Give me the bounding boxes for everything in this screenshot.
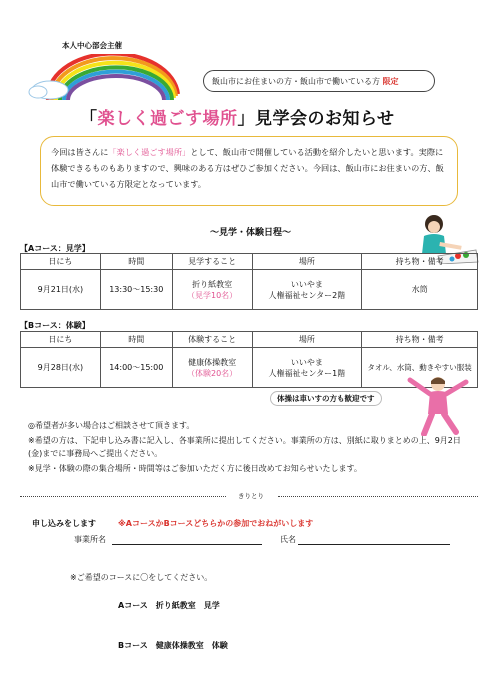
intro-highlight: 「楽しく過ごす場所」: [108, 147, 191, 157]
course-a-place-2: 人権福祉センター2階: [268, 290, 346, 300]
apply-label: 申し込みをします: [32, 519, 96, 528]
wheelchair-note: 体操は車いすの方も歓迎です: [270, 391, 382, 406]
header-date: 日にち: [21, 332, 101, 348]
course-b-time: 14:00～15:00: [100, 348, 172, 388]
course-a-place-1: いいやま: [290, 279, 323, 289]
name-field[interactable]: [298, 544, 450, 545]
apply-request: ※AコースかBコースどちらかの参加でおねがいします: [118, 519, 314, 528]
intro-text-1: 今回は皆さんに: [51, 147, 109, 157]
rainbow-illustration: [28, 54, 188, 100]
course-instruction: ※ご希望のコースに〇をしてください。: [70, 573, 213, 582]
course-a-place-cell: [252, 270, 362, 310]
schedule-heading: ～見学・体験日程～: [210, 228, 292, 238]
cut-label: きりとり: [234, 491, 268, 500]
course-b-date: 9月28日(水): [21, 348, 101, 388]
course-b-activity: 健康体操教室: [188, 357, 237, 367]
table-header-row: [21, 332, 478, 348]
course-b-label: 【Bコース：体験】: [20, 321, 90, 330]
table-header-row: [21, 254, 478, 270]
note-meeting-place: ※見学・体験の際の集合場所・時間等はご参加いただく方に後日改めてお知らせいたします。: [28, 464, 362, 473]
course-a-table: [20, 253, 478, 310]
course-a-label: 【Aコース：見学】: [20, 244, 90, 253]
course-b-place-2: 人権福祉センター1階: [268, 368, 346, 378]
course-b-items: タオル、水筒、動きやすい服装: [362, 348, 478, 388]
course-a-capacity: （見学10名）: [186, 290, 238, 300]
header-items: 持ち物・備考: [362, 254, 478, 270]
note-consult: ◎希望者が多い場合はご相談させて頂きます。: [28, 421, 195, 430]
course-a-date: 9月21日(水): [21, 270, 101, 310]
course-b-place-cell: [252, 348, 362, 388]
note-submit: ※希望の方は、下記申し込み書に記入し、各事業所に提出してください。事業所の方は、別紙に取りまとめの上、9月2日(金)までに事務局へご提出ください。: [28, 436, 461, 458]
intro-box: [40, 136, 458, 206]
office-name-label: 事業所名: [74, 535, 106, 544]
course-a-items: 水筒: [362, 270, 478, 310]
course-b-place-1: いいやま: [290, 357, 323, 367]
header-activity: 体験すること: [172, 332, 252, 348]
course-a-activity: 折り紙教室: [192, 279, 233, 289]
course-b-capacity: （体験20名）: [186, 368, 238, 378]
name-label: 氏名: [280, 535, 296, 544]
header-date: 日にち: [21, 254, 101, 270]
eligibility-limited-tag: 限定: [382, 77, 399, 86]
eligibility-text: 飯山市にお住まいの方・飯山市で働いている方: [212, 77, 380, 86]
header-place: 場所: [252, 254, 362, 270]
header-time: 時間: [100, 254, 172, 270]
header-activity: 見学すること: [172, 254, 252, 270]
header-place: 場所: [252, 332, 362, 348]
course-a-activity-cell: [172, 270, 252, 310]
organizer-label: 本人中心部会主催: [62, 41, 122, 50]
intro-text-2: として、飯山市で開催している活動を紹介したいと思います。実際に体験できるものもありますので、興味のある方はぜひご参加ください。今回は、飯山市にお住まいの方、飯山市で働いている方限定となっています。: [51, 147, 444, 189]
header-time: 時間: [100, 332, 172, 348]
eligibility-bubble: [203, 70, 435, 92]
office-name-field[interactable]: [112, 544, 262, 545]
page-title: 「楽しく過ごす場所」見学会のお知らせ: [80, 109, 395, 129]
option-course-b[interactable]: Bコース 健康体操教室 体験: [118, 641, 228, 650]
cut-line: [20, 491, 478, 501]
option-course-a[interactable]: Aコース 折り紙教室 見学: [118, 601, 220, 610]
course-a-time: 13:30～15:30: [100, 270, 172, 310]
course-b-activity-cell: [172, 348, 252, 388]
header-items: 持ち物・備考: [362, 332, 478, 348]
table-row: [21, 270, 478, 310]
